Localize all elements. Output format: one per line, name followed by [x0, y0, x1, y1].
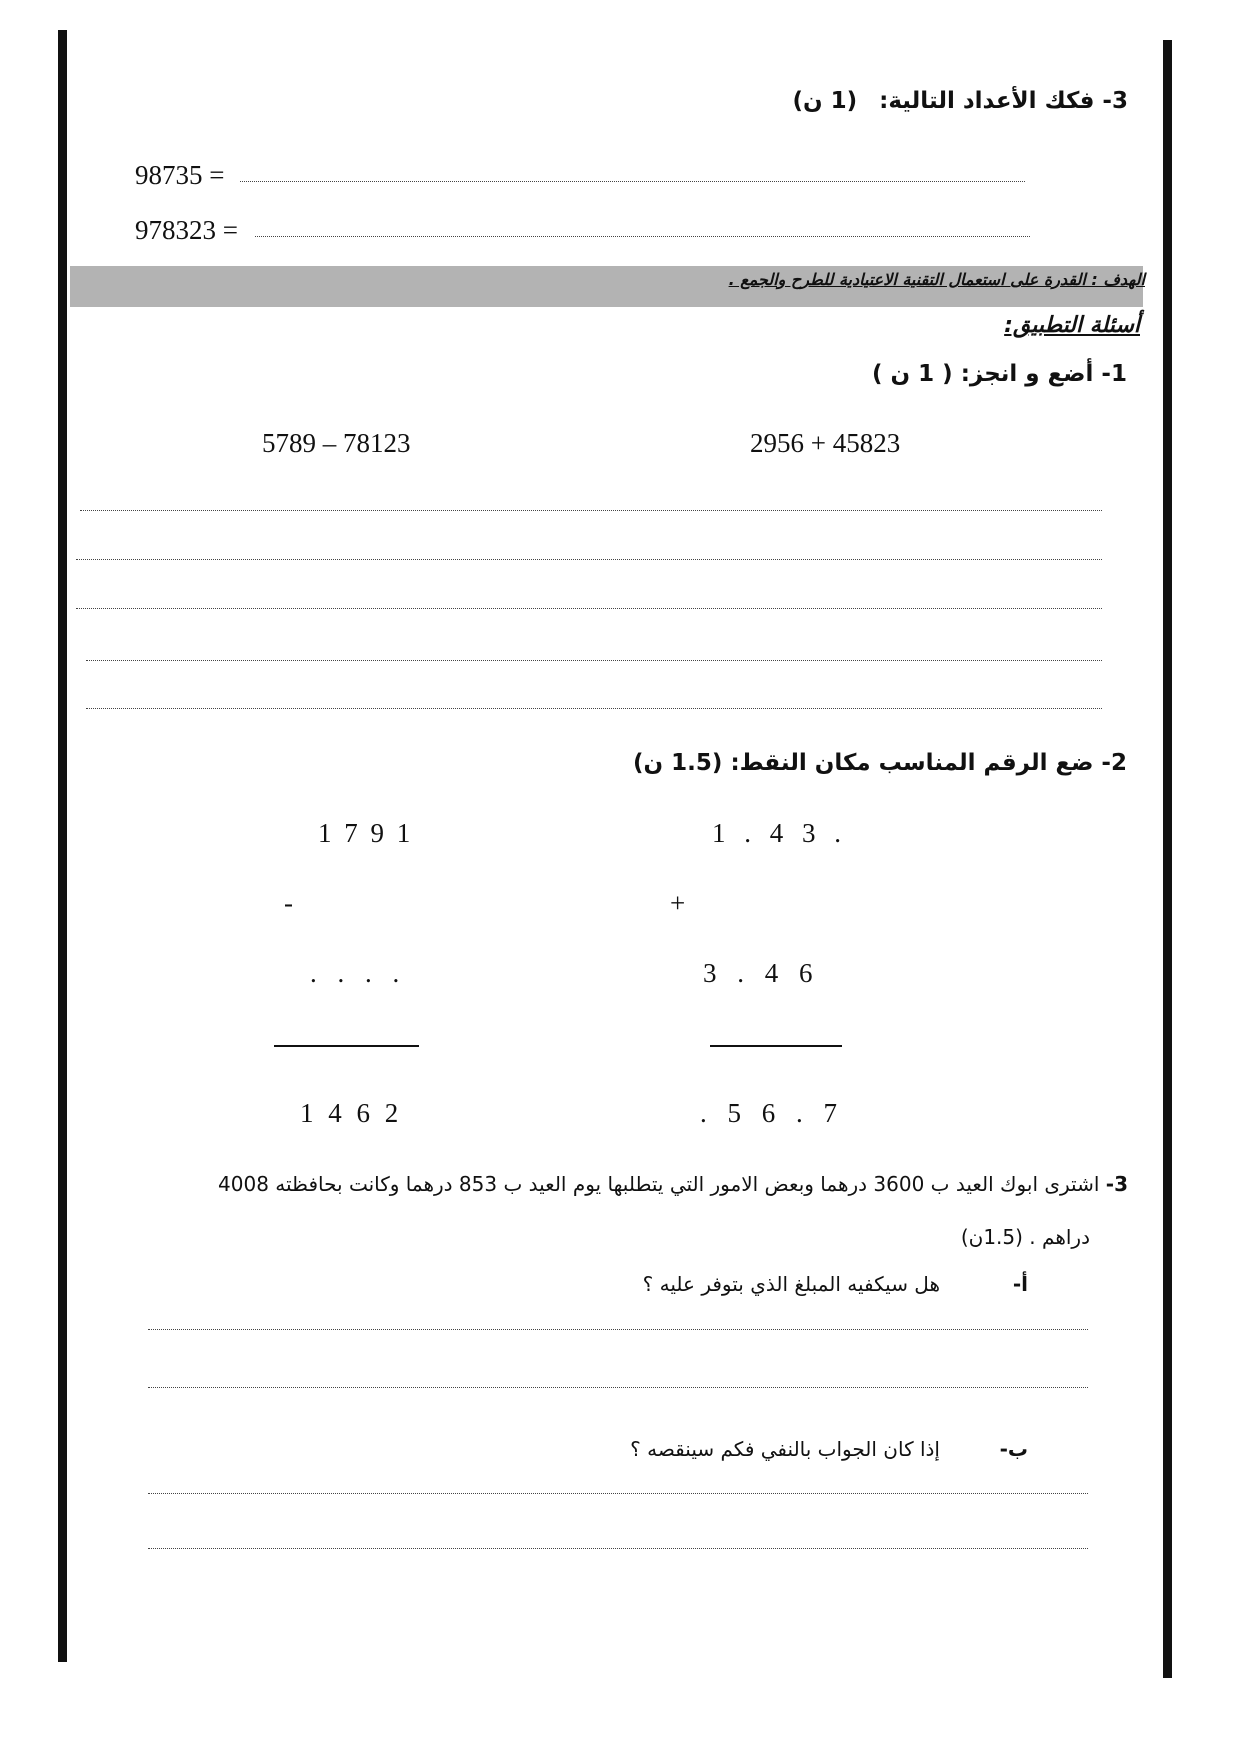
q1-answer-line-3 — [76, 608, 1102, 609]
q3-b-text: إذا كان الجواب بالنفي فكم سينقصه ؟ — [630, 1437, 940, 1461]
q3-a-label: أ- — [1012, 1272, 1028, 1296]
q1-points: ( 1 ن ) — [871, 361, 953, 387]
q1-answer-line-5 — [86, 708, 1102, 709]
q2-right-result: . 5 6 . 7 — [700, 1098, 837, 1128]
q3-b-label: ب- — [999, 1437, 1028, 1461]
q1-expression-right: 2956 + 45823 — [750, 428, 901, 458]
q3-b-answer-line-1 — [148, 1493, 1088, 1494]
section-decompose-title-text: 3- فكك الأعداد التالية: — [879, 88, 1128, 114]
section-decompose-title — [792, 88, 1128, 114]
q3-text-line-2: دراهم . (1.5ن) — [960, 1225, 1090, 1249]
q2-points: (1.5 ن) — [633, 750, 723, 776]
q2-left-top: 1 7 9 1 — [318, 818, 411, 848]
q3-b-answer-line-2 — [148, 1548, 1088, 1549]
q2-left-middle: . . . . — [310, 958, 400, 988]
q2-right-top: 1 . 4 3 . — [712, 818, 841, 848]
q1-title — [872, 361, 1127, 387]
q2-right-operator: + — [670, 888, 686, 918]
decompose-number-1: 98735 = — [135, 160, 225, 190]
q1-title-text: 1- أضع و انجز: — [960, 361, 1127, 387]
q3-a-text: هل سيكفيه المبلغ الذي بتوفر عليه ؟ — [642, 1272, 940, 1296]
q2-left-rule — [274, 1045, 419, 1047]
q3-text-1: اشترى ابوك العيد ب 3600 درهما وبعض الامور التي يتطلبها يوم العيد ب 853 درهما وكانت بحافظته 4008 — [218, 1172, 1100, 1196]
q3-text-line-1 — [218, 1172, 1128, 1196]
objective-text: الهدف : القدرة على استعمال التقنية الاعتيادية للطرح والجمع . — [728, 270, 1145, 289]
q2-left-result: 1 4 6 2 — [300, 1098, 399, 1128]
right-border-bar — [1163, 40, 1172, 1678]
q1-expression-left: 5789 – 78123 — [262, 428, 411, 458]
decompose-answer-line-1 — [240, 181, 1025, 182]
q2-title-text: 2- ضع الرقم المناسب مكان النقط: — [730, 750, 1127, 776]
q3-a-answer-line-2 — [148, 1387, 1088, 1388]
section-decompose-points: (1 ن) — [792, 88, 858, 114]
decompose-answer-line-2 — [255, 236, 1030, 237]
application-heading: أسئلة التطبيق: — [1004, 313, 1140, 338]
q2-right-middle: 3 . 4 6 — [703, 958, 813, 988]
q1-answer-line-1 — [80, 510, 1102, 511]
q2-right-rule — [710, 1045, 842, 1047]
q3-number: 3- — [1105, 1172, 1128, 1196]
q2-title — [633, 750, 1127, 776]
q1-answer-line-4 — [86, 660, 1102, 661]
left-border-bar — [58, 30, 67, 1662]
q3-a-answer-line-1 — [148, 1329, 1088, 1330]
q2-left-operator: - — [284, 888, 293, 918]
decompose-number-2: 978323 = — [135, 215, 238, 245]
q1-answer-line-2 — [76, 559, 1102, 560]
